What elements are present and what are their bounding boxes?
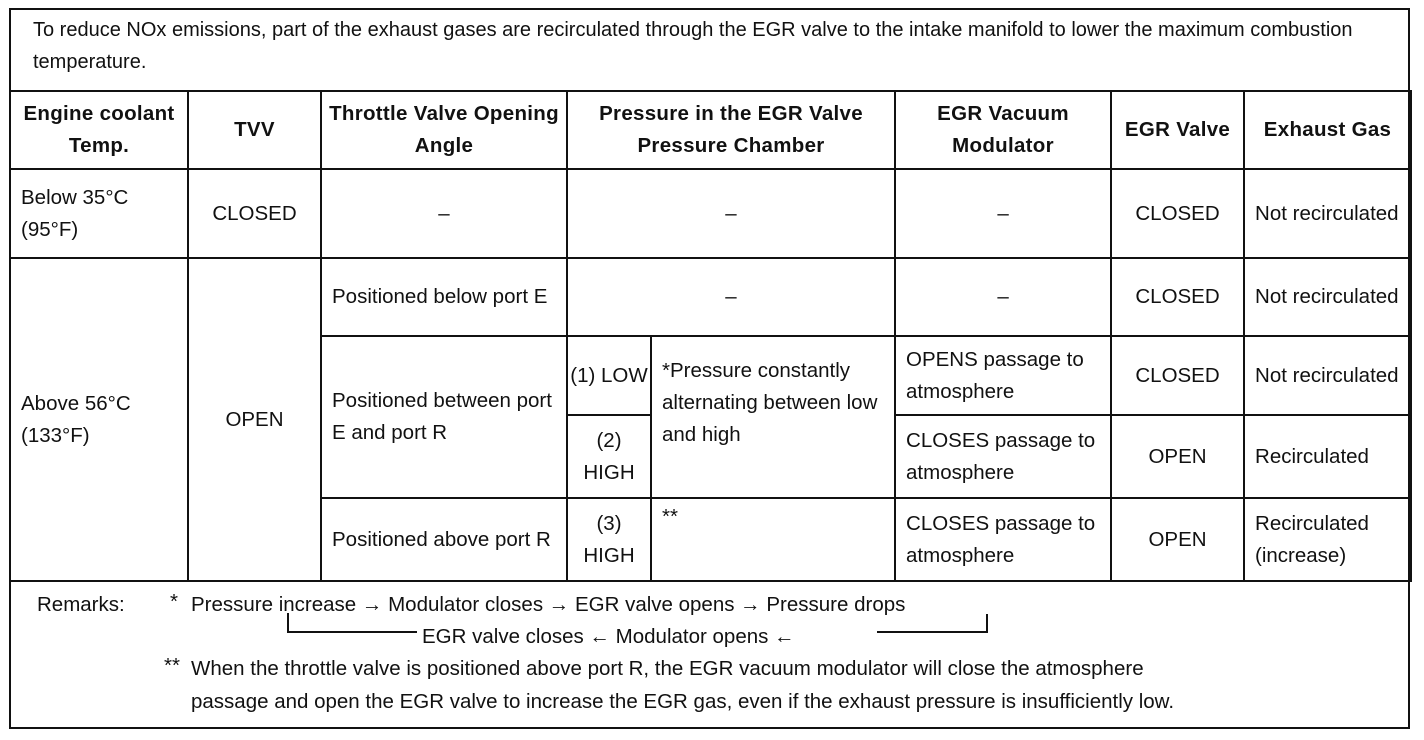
table-row (10, 169, 1411, 258)
header-valve: EGR Valve (1111, 91, 1244, 169)
cell-coolant: Below 35°C (95°F) (10, 169, 188, 258)
egr-table (9, 90, 1412, 582)
cell-exhaust: Recirculated (increase) (1244, 498, 1411, 581)
cell-exhaust: Not recirculated (1244, 336, 1411, 415)
cell-valve: CLOSED (1111, 258, 1244, 336)
remarks-double-star: ** (164, 654, 180, 677)
cell-valve: CLOSED (1111, 169, 1244, 258)
cell-tvv: OPEN (188, 258, 321, 581)
cell-tvv: CLOSED (188, 169, 321, 258)
remarks-line-1: Pressure increase → Modulator closes → EGR valve opens → Pressure drops (191, 593, 906, 616)
remarks-label: Remarks: (37, 593, 125, 616)
cell-exhaust: Not recirculated (1244, 169, 1411, 258)
cell-modulator: CLOSES passage to atmosphere (895, 498, 1111, 581)
cell-modulator: CLOSES passage to atmosphere (895, 415, 1111, 498)
cell-valve: OPEN (1111, 415, 1244, 498)
remarks-line-4: passage and open the EGR valve to increase the EGR gas, even if the exhaust pressure is insufficiently low. (191, 690, 1175, 713)
header-modulator: EGR Vacuum Modulator (895, 91, 1111, 169)
cell-throttle: Positioned above port R (321, 498, 567, 581)
cell-modulator: OPENS passage to atmosphere (895, 336, 1111, 415)
intro-paragraph: To reduce NOx emissions, part of the exhaust gases are recirculated through the EGR valve to the intake manifold to lower the maximum combustion temperature. (33, 19, 1353, 73)
header-coolant: Engine coolant Temp. (10, 91, 188, 169)
cell-pressure-note: *Pressure constantly alternating between low and high (651, 336, 895, 498)
cell-exhaust: Not recirculated (1244, 258, 1411, 336)
cell-pressure-level: (2) HIGH (567, 415, 651, 498)
cell-throttle: Positioned between port E and port R (321, 336, 567, 498)
cell-pressure: – (567, 258, 895, 336)
cell-modulator: – (895, 258, 1111, 336)
cell-valve: CLOSED (1111, 336, 1244, 415)
cell-pressure-level: (1) LOW (567, 336, 651, 415)
header-row (10, 91, 1411, 169)
cell-valve: OPEN (1111, 498, 1244, 581)
cell-pressure: – (567, 169, 895, 258)
header-exhaust: Exhaust Gas (1244, 91, 1411, 169)
remarks-section (37, 588, 1407, 718)
remarks-line-2: EGR valve closes ← Modulator opens ← (422, 625, 795, 648)
header-pressure: Pressure in the EGR Valve Pressure Chamber (567, 91, 895, 169)
remarks-line-3: When the throttle valve is positioned above port R, the EGR vacuum modulator will close the atmosphere (191, 657, 1144, 680)
remarks-star: * (170, 590, 178, 613)
table-row (10, 258, 1411, 336)
cell-modulator: – (895, 169, 1111, 258)
cell-pressure-level: (3) HIGH (567, 498, 651, 581)
cell-throttle: – (321, 169, 567, 258)
cell-throttle: Positioned below port E (321, 258, 567, 336)
cell-pressure-note: ** (651, 498, 895, 581)
cell-exhaust: Recirculated (1244, 415, 1411, 498)
header-throttle: Throttle Valve Opening Angle (321, 91, 567, 169)
cell-coolant: Above 56°C (133°F) (10, 258, 188, 581)
header-tvv: TVV (188, 91, 321, 169)
